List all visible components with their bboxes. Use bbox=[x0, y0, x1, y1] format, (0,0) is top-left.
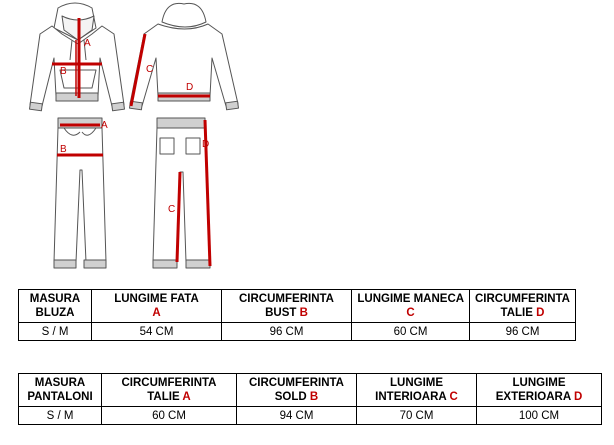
hoodie-header-bust: CIRCUMFERINTA BUST B bbox=[222, 290, 352, 323]
label-hoodie-c: C bbox=[146, 64, 154, 75]
table-cell: 100 CM bbox=[477, 407, 602, 425]
table-cell: S / M bbox=[19, 407, 102, 425]
table-cell: S / M bbox=[19, 323, 92, 341]
table-cell: 54 CM bbox=[92, 323, 222, 341]
label-hoodie-a: A bbox=[84, 38, 91, 49]
hoodie-size-table bbox=[18, 289, 576, 341]
table-cell: 60 CM bbox=[102, 407, 237, 425]
table-cell: 94 CM bbox=[237, 407, 357, 425]
hoodie-header-size: MASURA BLUZA bbox=[19, 290, 92, 323]
pants-header-hip: CIRCUMFERINTA SOLD B bbox=[237, 374, 357, 407]
pants-size-table bbox=[18, 373, 602, 425]
table-cell: 70 CM bbox=[357, 407, 477, 425]
label-pants-a: A bbox=[101, 120, 108, 131]
pants-header-row bbox=[19, 374, 602, 407]
label-hoodie-d: D bbox=[186, 82, 194, 93]
hoodie-header-sleeve: LUNGIME MANECA C bbox=[352, 290, 470, 323]
hoodie-header-waist: CIRCUMFERINTA TALIE D bbox=[470, 290, 576, 323]
pants-header-inseam: LUNGIME INTERIOARA C bbox=[357, 374, 477, 407]
hoodie-value-row bbox=[19, 323, 576, 341]
table-cell: 60 CM bbox=[352, 323, 470, 341]
pants-header-outseam: LUNGIME EXTERIOARA D bbox=[477, 374, 602, 407]
label-pants-c: C bbox=[168, 204, 176, 215]
label-pants-b: B bbox=[60, 144, 67, 155]
table-cell: 96 CM bbox=[470, 323, 576, 341]
label-hoodie-b: B bbox=[60, 66, 67, 77]
hoodie-header-row bbox=[19, 290, 576, 323]
hoodie-front bbox=[30, 3, 125, 111]
pants-value-row bbox=[19, 407, 602, 425]
pants-front bbox=[54, 118, 106, 268]
hoodie-header-front-length: LUNGIME FATA A bbox=[92, 290, 222, 323]
pants-header-size: MASURA PANTALONI bbox=[19, 374, 102, 407]
hoodie-back bbox=[130, 3, 239, 109]
table-cell: 96 CM bbox=[222, 323, 352, 341]
label-pants-d: D bbox=[202, 139, 210, 150]
pants-header-waist: CIRCUMFERINTA TALIE A bbox=[102, 374, 237, 407]
